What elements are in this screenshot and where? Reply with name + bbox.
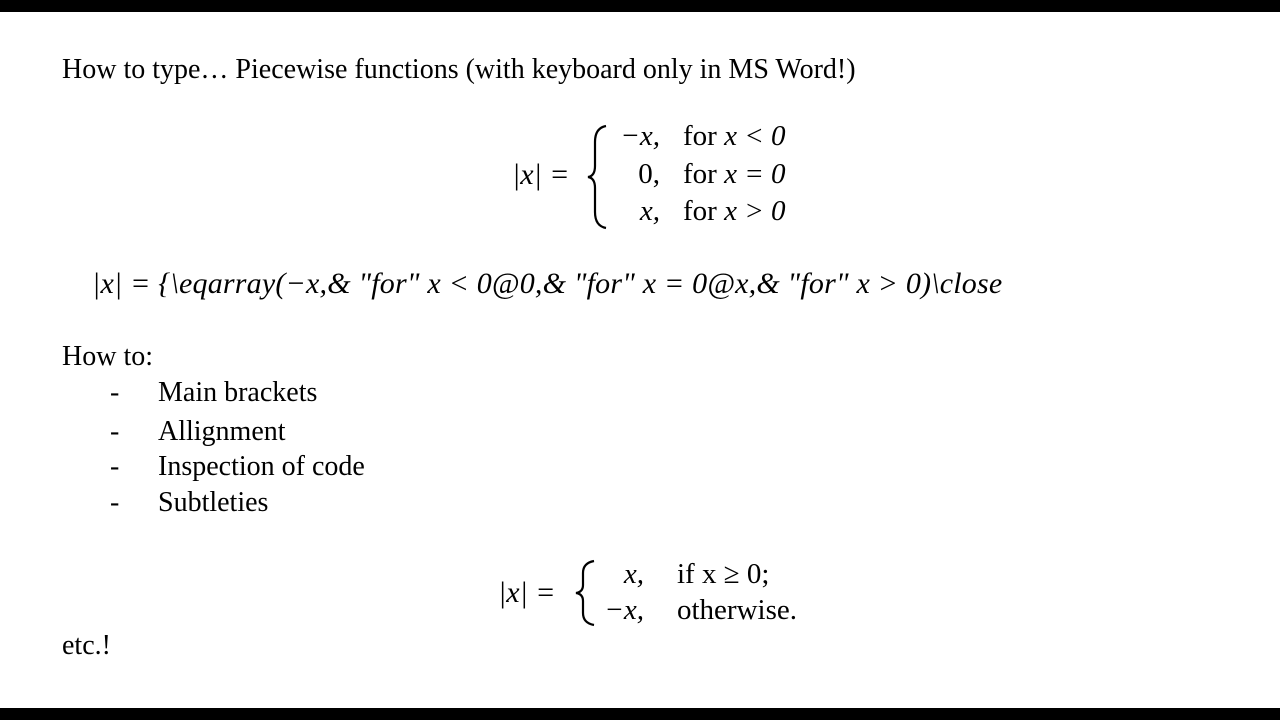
top-letterbox: [0, 0, 1280, 12]
slide-title: How to type… Piecewise functions (with keyboard only in MS Word!): [62, 54, 856, 85]
eq1-condition: for x > 0: [683, 195, 786, 227]
eq2-value: x,: [623, 558, 644, 590]
howto-heading: How to:: [62, 341, 153, 372]
eq1-value: 0,: [638, 158, 660, 190]
bottom-letterbox: [0, 708, 1280, 720]
eq2-condition: if x ≥ 0;: [677, 558, 770, 590]
list-item: - Subtleties: [110, 487, 269, 518]
list-item: - Inspection of code: [110, 451, 365, 482]
left-brace-icon: [574, 559, 596, 627]
eq1-lhs: |x| =: [512, 158, 570, 191]
eq1-condition: for x = 0: [683, 158, 786, 190]
list-item: - Allignment: [110, 416, 286, 447]
list-item: - Main brackets: [110, 377, 318, 408]
eq1-value: x,: [639, 195, 660, 227]
eq2-value: −x,: [604, 594, 644, 626]
eqarray-code-line: |x| = {\eqarray(−x,& "for" x < 0@0,& "for" x = 0@x,& "for" x > 0)\close: [92, 267, 1003, 300]
eq1-value: −x,: [620, 120, 660, 152]
left-brace-icon: [586, 124, 608, 230]
eq2-condition: otherwise.: [677, 594, 797, 626]
eq1-condition: for x < 0: [683, 120, 786, 152]
eq2-lhs: |x| =: [498, 576, 556, 609]
footer-text: etc.!: [62, 630, 111, 661]
